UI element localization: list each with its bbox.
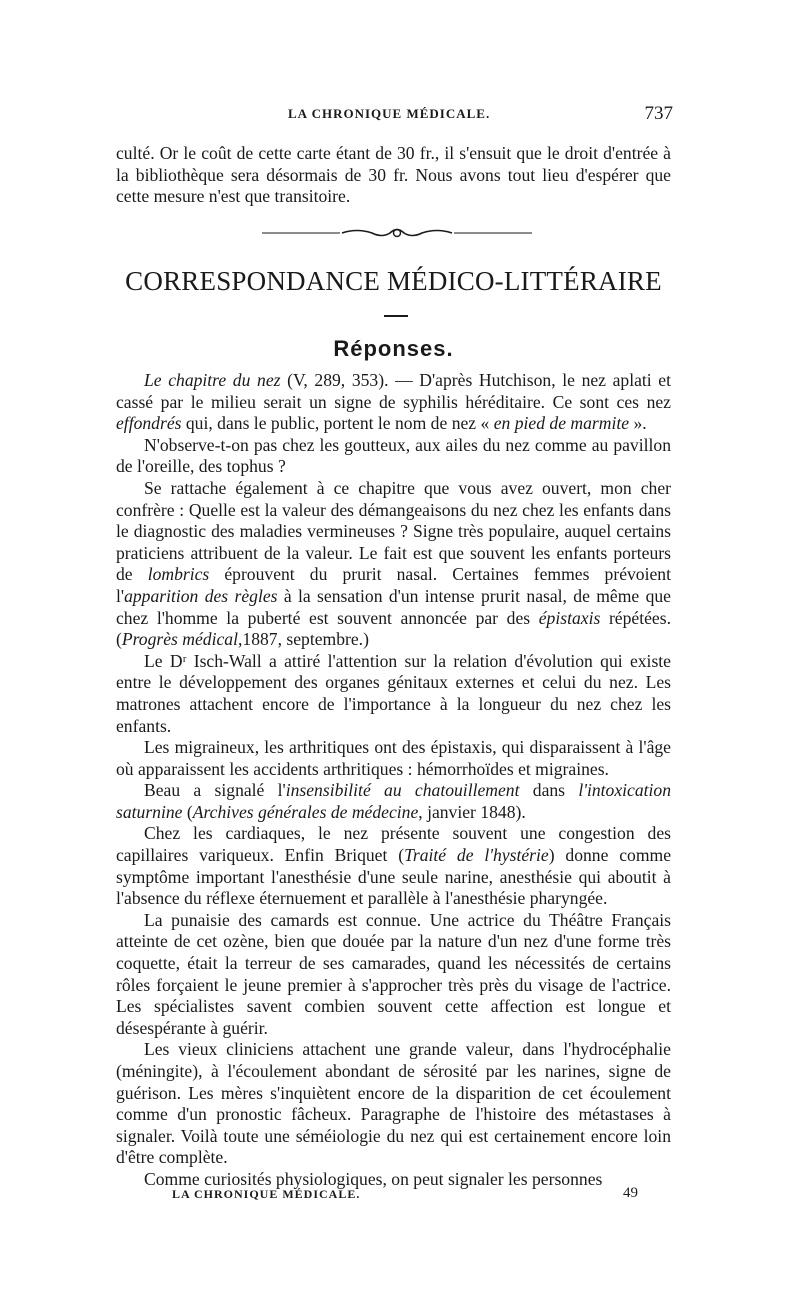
p6-em3: Archives générales de médecine [192, 801, 419, 822]
p3-em3: épistaxis [538, 607, 601, 628]
section-title: CORRESPONDANCE MÉDICO-LITTÉRAIRE [125, 266, 662, 296]
paragraph-1 [116, 370, 671, 435]
p1-em2: en pied de marmite [493, 413, 630, 434]
p6-b: dans [519, 780, 579, 801]
p6-c: ( [182, 801, 193, 822]
paragraph-3 [116, 478, 671, 651]
p6-a: Beau a signalé l' [144, 780, 286, 801]
correspondence-body [116, 370, 671, 1191]
p7-a: Chez les cardiaques, le nez présente souvent une congestion des capillaires variqueux. Enfin Briquet ( [116, 823, 671, 866]
page-number: 737 [644, 103, 673, 124]
footer-number: 49 [623, 1185, 638, 1201]
paragraph-6 [116, 780, 671, 823]
p3-d: répétées. ( [116, 607, 671, 650]
p3-em2: apparition des règles [124, 585, 278, 606]
p7-b: ) donne comme symptôme important l'anesthésie d'une seule narine, anesthésie qui aboutit à l'absence du réflexe éternuement et parallèle à l'anesthésie pharyngée. [116, 845, 672, 909]
paragraph-10: Comme curiosités physiologiques, on peut signaler les personnes [144, 1168, 603, 1189]
paragraph-2: N'observe-t-on pas chez les goutteux, aux ailes du nez comme au pavillon de l'oreille, des tophus ? [116, 434, 671, 477]
paragraph-8: La punaisie des camards est connue. Une actrice du Théâtre Français atteinte de cet ozène, bien que douée par la nature d'un nez d'une forme très coquette, était la terreur de ses camarades, quand les nécessités de certains rôles forçaient le jeune premier à s'approcher très près du visage de l'actrice. Les spécialistes savent combien souvent cette affection est longue et désespérante à guérir. [116, 909, 671, 1038]
p1-em: effondrés [116, 413, 182, 434]
p3-b: éprouvent du prurit nasal. Certaines femmes prévoient l' [116, 564, 671, 606]
p1-end: ». [629, 413, 647, 434]
p7-em: Traité de l'hystérie [404, 845, 549, 866]
p6-em2: l'intoxication saturnine [116, 780, 672, 822]
footer-title: LA CHRONIQUE MÉDICALE. [172, 1187, 361, 1201]
intro-text: culté. Or le coût de cette carte étant de 30 fr., il s'ensuit que le droit d'entrée à la bibliothèque sera désormais de 30 fr. Nous avons tout lieu d'espérer que cette mesure n'est que transitoire. [116, 143, 671, 207]
paragraph-7 [116, 823, 671, 909]
p3-c: à la sensation d'un intense prurit nasal, de même que chez l'homme la puberté est souvent annoncée par des [116, 585, 671, 628]
p1-ref: (V, 289, 353). — D'après Hutchison, le nez aplati et cassé par le milieu serait un signe de syphilis héréditaire. Ce sont ces nez [116, 370, 671, 412]
p3-em4: Progrès médical [121, 629, 238, 650]
section-subtitle: Réponses. [333, 336, 454, 361]
ornament-divider-icon [262, 226, 532, 240]
p1-title: Le chapitre du nez [144, 370, 281, 390]
p3-a: Se rattache également à ce chapitre que vous avez ouvert, mon cher confrère : Quelle est la valeur des démangeaisons du nez chez les enfants dans le diagnostic des maladies vermineuses ? Signe très populaire, auquel certains praticiens attribuent de la valeur. Le fait est que souvent les enfants porteurs de [116, 477, 671, 585]
p6-em1: insensibilité au chatouillement [285, 780, 520, 801]
paragraph-4: Le Dʳ Isch-Wall a attiré l'attention sur la relation d'évolution qui existe entre le développement des organes génitaux externes et celui du nez. Les matrones attachent encore de l'importance à la longueur du nez chez les enfants. [116, 650, 671, 736]
title-dash [384, 315, 408, 317]
p6-d: , janvier 1848). [418, 801, 526, 822]
paragraph-5: Les migraineux, les arthritiques ont des épistaxis, qui disparaissent à l'âge où apparaissent les accidents arthritiques : hémorrhoïdes et migraines. [116, 737, 671, 779]
intro-paragraph [116, 143, 671, 208]
running-head: LA CHRONIQUE MÉDICALE. [288, 106, 491, 121]
p3-em1: lombrics [147, 564, 210, 585]
p3-e: ,1887, septembre.) [238, 629, 369, 650]
p1-mid: qui, dans le public, portent le nom de nez « [181, 413, 494, 434]
paragraph-9: Les vieux cliniciens attachent une grande valeur, dans l'hydrocéphalie (méningite), à l'écoulement abondant de sérosité par les narines, signe de guérison. Les mères s'inquiètent encore de la disparition de cet écoulement comme d'un pronostic fâcheux. Paragraphe de l'histoire des métastases à signaler. Voilà toute une séméiologie du nez qui est certainement encore loin d'être complète. [116, 1039, 671, 1168]
